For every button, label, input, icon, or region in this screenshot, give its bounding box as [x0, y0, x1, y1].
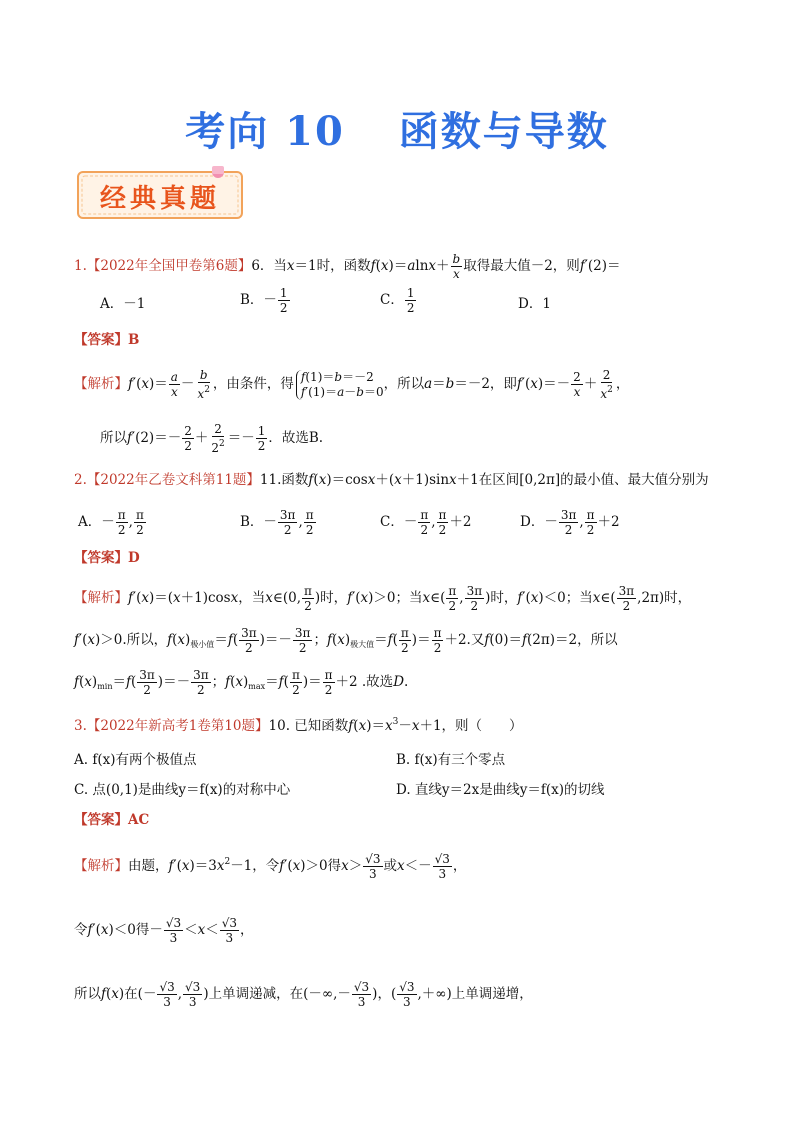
q2-option-d: D．－ $\frac{3\pi}{2}$ , $\frac{\pi}{2}$ ＋2 [520, 508, 620, 537]
q3-option-c: C. 点(0,1)是曲线y＝f(x)的对称中心 [74, 782, 291, 798]
q2-option-a: A．－ $\frac{\pi}{2}$ , $\frac{\pi}{2}$ [78, 508, 144, 537]
q2-analysis-1: 【解析】f′(x)＝(x＋1)cosx，当x∈(0, $\frac{\pi}{2}$ )时，f′(x)＞0；当x∈( $\frac{\pi}{2}$ , $\frac{3\pi}{2}$ )时，f′(x)＜0；当x∈( $\frac{3\pi}{2}$ ,2π)时， [74, 584, 692, 613]
q3-analysis-2: 令f′(x)＜0得－ $\frac{√3}{3}$ ＜x＜ $\frac{√3}{3}$ ， [74, 916, 254, 945]
q2-option-b: B．－ $\frac{3\pi}{2}$ , $\frac{\pi}{2}$ [240, 508, 314, 537]
title-topic: 函数与导数 [398, 109, 609, 155]
q1-option-b: B．－ $\frac{1}{2}$ [240, 286, 288, 315]
q1-option-d: D．1 [518, 296, 551, 312]
q3-option-b: B. f(x)有三个零点 [396, 752, 506, 768]
q3-analysis-3: 所以f(x)在(－ $\frac{√3}{3}$ , $\frac{√3}{3}$ )上单调递减，在(－∞,－ $\frac{√3}{3}$ )，( $\frac{√3}{3}$ ,＋∞)上单调递增， [74, 980, 533, 1009]
q1-analysis-1: 【解析】f′(x)＝ $\frac{a}{x}$ － $\frac{b}{x^2}$ ，由条件，得 f(1)＝b＝－2 f′(1)＝a－b＝0 ，所以a＝b＝－2，即f′(x)＝－ $\frac{2}{x}$ ＋ $\frac{2}{x^2}$ ， [74, 368, 630, 401]
q1-analysis-2: 所以f′(2)＝－ $\frac{2}{2}$ ＋ $\frac{2}{2^2}$ ＝－ $\frac{1}{2}$ ．故选B. [100, 422, 324, 455]
q3-stem: 3.【2022年新高考1卷第10题】10. 已知函数$f(x)=x^3-x+1$，则（ ） [74, 717, 523, 734]
q1-answer: 【答案】B [74, 332, 140, 348]
q1-stem: 1.【2022年全国甲卷第6题】6．当x＝1时，函数f(x)＝alnx＋ $\frac{b}{x}$ 取得最大值－2，则f′(2)＝ [74, 252, 621, 281]
section-banner [74, 166, 250, 222]
q2-source: 2.【2022年乙卷文科第11题】 [74, 472, 260, 488]
q2-option-c: C．－ $\frac{\pi}{2}$ , $\frac{\pi}{2}$ ＋2 [380, 508, 472, 537]
q3-analysis-1: 【解析】由题，$f'(x)=3x^2-1$，令f′(x)＞0得x＞ $\frac{√3}{3}$ 或x＜－ $\frac{√3}{3}$ ， [74, 852, 467, 881]
q3-answer: 【答案】AC [74, 812, 150, 828]
q1-option-a: A．－1 [100, 296, 146, 312]
q2-analysis-2: f′(x)＞0.所以，$f(x)_{极小值}=f$( $\frac{3\pi}{2}$ )＝－ $\frac{3\pi}{2}$ ；$f(x)_{极大值}=f$( $\frac{\pi}{2}$ )＝ $\frac{\pi}{2}$ ＋2.又f(0)＝f(2π)＝2，所以 [74, 626, 618, 655]
page-title [0, 100, 794, 157]
q1-option-c: C． $\frac{1}{2}$ [380, 286, 415, 315]
q3-option-d: D. 直线y＝2x是曲线y＝f(x)的切线 [396, 782, 605, 798]
title-prefix: 考向 [185, 109, 270, 155]
q2-analysis-3: $f(x)_{min}=f$( $\frac{3\pi}{2}$ )＝－ $\frac{3\pi}{2}$ ；$f(x)_{max}=f$( $\frac{\pi}{2}$ )＝ $\frac{\pi}{2}$ ＋2 .故选D. [74, 668, 409, 697]
title-number: 10 [285, 108, 345, 155]
q3-option-a: A. f(x)有两个极值点 [74, 752, 197, 768]
q2-answer: 【答案】D [74, 550, 140, 566]
banner-text: 经典真题 [100, 184, 221, 214]
q3-source: 3.【2022年新高考1卷第10题】 [74, 718, 269, 734]
q2-stem: 2.【2022年乙卷文科第11题】11.函数f(x)＝cosx＋(x＋1)sinx＋1在区间[0,2π]的最小值、最大值分别为 [74, 472, 709, 488]
q1-source: 1.【2022年全国甲卷第6题】 [74, 258, 252, 274]
